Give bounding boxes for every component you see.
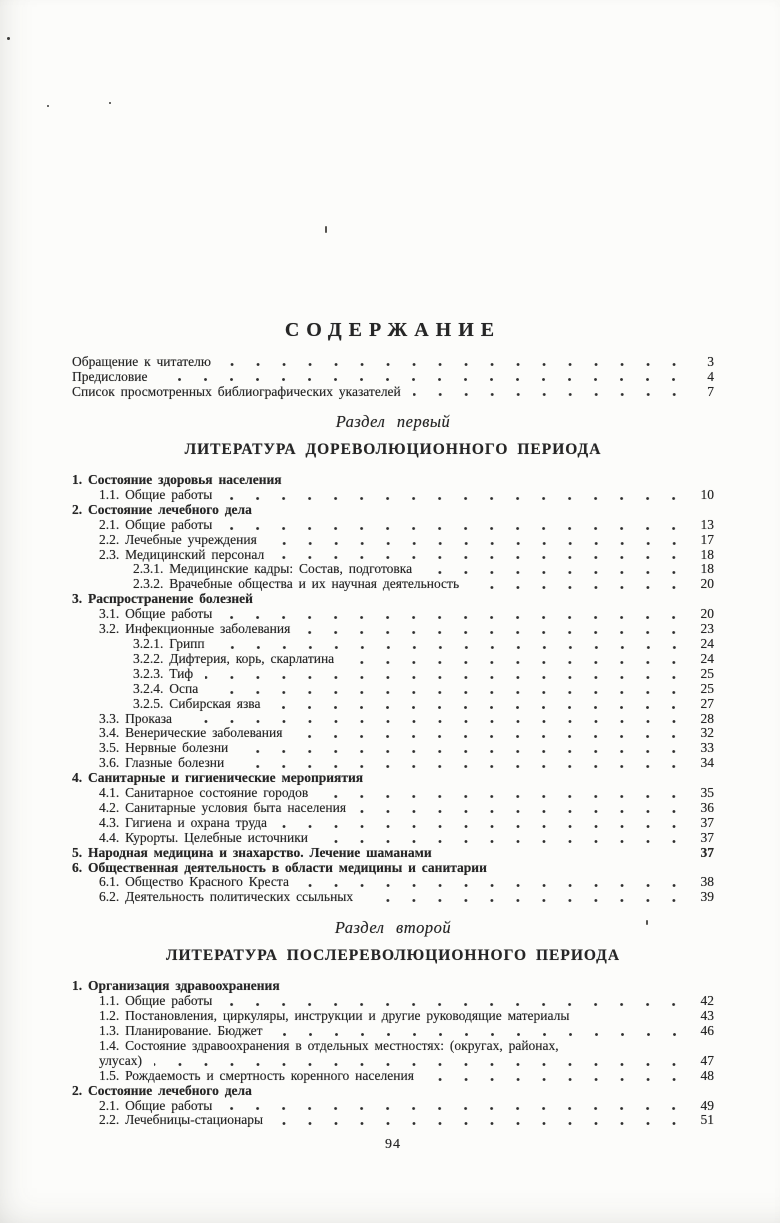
toc-entry-page: 7 <box>707 384 714 399</box>
toc-entry <box>133 577 714 592</box>
toc-entry-label: 1. Состояние здоровья населения <box>72 472 282 487</box>
toc-entry-label: Обращение к читателю <box>72 354 211 369</box>
toc-entry <box>72 592 714 607</box>
dot-leader <box>205 675 687 680</box>
toc-entry <box>133 562 714 577</box>
dot-leader <box>301 883 687 888</box>
toc-entry-page: 42 <box>700 993 714 1009</box>
toc-entry-label: 2.3.2. Врачебные общества и их научная деятельность <box>133 576 460 592</box>
dot-leader <box>224 526 687 531</box>
toc-entry-label: 4.1. Санитарное состояние городов <box>99 785 309 801</box>
toc-entry-label: 6.2. Деятельность политических ссыльных <box>99 889 354 905</box>
toc-entry <box>72 384 714 399</box>
toc-entry <box>99 890 714 905</box>
dot-leader <box>365 898 687 903</box>
dot-leader <box>224 1002 687 1007</box>
dot-leader <box>471 585 687 590</box>
dot-leader <box>154 1062 687 1067</box>
toc-entry <box>133 682 714 697</box>
toc-entry-page: 39 <box>700 889 714 905</box>
toc-entry-page: 13 <box>700 516 714 532</box>
toc-entry-label: 2.2. Лечебные учреждения <box>99 531 257 547</box>
toc-entry-label: 4.3. Гигиена и охрана труда <box>99 814 267 830</box>
toc-entry-label: 3.2.1. Грипп <box>133 635 205 651</box>
sections-container <box>72 412 714 1128</box>
dot-leader <box>413 392 687 397</box>
toc-entry-page: 24 <box>700 635 714 651</box>
toc-entry-page: 25 <box>700 665 714 681</box>
dot-leader <box>159 377 687 382</box>
toc-entry <box>99 1024 714 1039</box>
toc-entry-page: 23 <box>700 621 714 637</box>
toc-entry <box>99 831 714 846</box>
toc-entry-page: 18 <box>700 546 714 562</box>
toc-entry-page: 3 <box>707 354 714 369</box>
toc-entry-label: 1.1. Общие работы <box>99 486 213 502</box>
toc-entry-page: 18 <box>700 561 714 577</box>
toc-entry-label: 4. Санитарные и гигиенические мероприятия <box>72 770 364 786</box>
toc-entry-label: 3.2.3. Тиф <box>133 665 194 681</box>
toc-entry-page: 34 <box>700 755 714 771</box>
toc-entry-label: 3.3. Проказа <box>99 710 173 726</box>
dot-leader <box>276 555 687 560</box>
toc-entry-label: 3.4. Венерические заболевания <box>99 725 283 741</box>
toc-entry-label: 2.2. Лечебницы-стационары <box>99 1112 264 1128</box>
section-kicker: Раздел второй <box>334 918 452 938</box>
toc-entry <box>99 801 714 816</box>
dot-leader <box>223 362 687 367</box>
toc-entry <box>99 875 714 890</box>
toc-entry <box>99 1113 714 1128</box>
scan-speck <box>325 226 327 233</box>
toc-entry <box>72 771 714 786</box>
toc-entry <box>72 1084 714 1099</box>
toc-entry-label: 3.2.2. Дифтерия, корь, скарлатина <box>133 650 335 666</box>
toc-entry <box>99 741 714 756</box>
scan-speck <box>646 920 648 925</box>
dot-leader <box>224 496 687 501</box>
dot-leader <box>224 615 687 620</box>
toc-entry-label: 1.4. Состояние здравоохранения в отдельных местностях: (округах, районах, <box>99 1037 559 1053</box>
dot-leader <box>224 1106 687 1111</box>
toc-entry <box>99 518 714 533</box>
toc-entry-label: 1.5. Рождаемость и смертность коренного населения <box>99 1067 414 1083</box>
toc-entry <box>72 369 714 384</box>
toc-entry-page: 37 <box>700 814 714 830</box>
dot-leader <box>275 1032 688 1037</box>
toc-entry <box>99 712 714 727</box>
toc-entry-label: 2.3. Медицинский персонал <box>99 546 265 562</box>
toc-entry-label: 6.1. Общество Красного Креста <box>99 874 289 890</box>
toc-entry-label: 2.3.1. Медицинские кадры: Состав, подготовка <box>133 561 413 577</box>
scan-speck <box>109 102 111 104</box>
toc-entry <box>133 637 714 652</box>
toc-entry-label: 1.2. Постановления, циркуляры, инструкции и другие руководящие материалы <box>99 1008 570 1024</box>
toc-entry-page: 20 <box>700 606 714 622</box>
dot-leader <box>275 1121 687 1126</box>
toc-entry-page: 51 <box>700 1112 714 1128</box>
toc-entry-label: 4.2. Санитарные условия быта населения <box>99 799 347 815</box>
toc-entry <box>133 652 714 667</box>
toc-entry-label: 1.3. Планирование. Бюджет <box>99 1023 263 1038</box>
toc-entry-label: 3.5. Нервные болезни <box>99 740 229 756</box>
dot-leader <box>444 854 687 859</box>
toc-entry-label: улусах) <box>99 1052 143 1068</box>
toc-entry-label: 2. Состояние лечебного дела <box>72 501 252 517</box>
toc-entry-page: 4 <box>707 369 714 384</box>
toc-entry-page: 33 <box>700 740 714 756</box>
toc-entry-page: 35 <box>700 785 714 801</box>
page-number: 94 <box>385 1137 401 1153</box>
dot-leader <box>272 705 687 710</box>
dot-leader <box>346 660 687 665</box>
toc-entry <box>133 667 714 682</box>
section-heading: ЛИТЕРАТУРА ДОРЕВОЛЮЦИОННОГО ПЕРИОДА <box>184 441 602 458</box>
dot-leader <box>184 719 687 724</box>
section-entries <box>72 979 714 1128</box>
toc-entry <box>72 503 714 518</box>
toc-entry-page: 32 <box>700 725 714 741</box>
toc-entry-label: 3.2. Инфекционные заболевания <box>99 621 291 637</box>
toc-entry-label: 6. Общественная деятельность в области медицины и санитарии <box>72 859 487 875</box>
toc-entry-label: 3. Распространение болезней <box>72 591 253 607</box>
toc-entry <box>99 1039 714 1054</box>
toc-entry <box>99 726 714 741</box>
front-matter-list <box>72 354 714 399</box>
toc-entry <box>99 1099 714 1114</box>
toc-entry-page: 20 <box>700 576 714 592</box>
scan-speck <box>47 105 49 107</box>
toc-entry <box>99 816 714 831</box>
toc-entry <box>99 533 714 548</box>
toc-entry <box>99 1069 714 1084</box>
toc-entry-page: 36 <box>700 799 714 815</box>
dot-leader <box>320 839 687 844</box>
toc-entry <box>72 473 714 488</box>
dot-leader <box>279 824 687 829</box>
toc-entry-label: 3.2.4. Оспа <box>133 680 199 696</box>
toc-entry-label: Список просмотренных библиографических указателей <box>72 384 401 399</box>
dot-leader <box>320 794 687 799</box>
section-heading: ЛИТЕРАТУРА ПОСЛЕРЕВОЛЮЦИОННОГО ПЕРИОДА <box>165 947 621 965</box>
toc-entry-label: 2.1. Общие работы <box>99 516 213 532</box>
toc-entry-page: 28 <box>700 710 714 726</box>
page-title: СОДЕРЖАНИЕ <box>284 319 502 341</box>
toc-entry-label: 5. Народная медицина и знахарство. Лечение шаманами <box>72 844 432 860</box>
toc-entry-page: 37 <box>700 844 714 860</box>
toc-entry <box>99 488 714 503</box>
toc-entry-label: 3.1. Общие работы <box>99 606 213 622</box>
toc-entry <box>99 1054 714 1069</box>
dot-leader <box>426 1077 687 1082</box>
dot-leader <box>217 645 687 650</box>
toc-entry-label: 3.6. Глазные болезни <box>99 755 225 771</box>
toc-entry <box>99 1009 714 1024</box>
toc-entry-page: 38 <box>700 874 714 890</box>
toc-entry-label: Предисловие <box>72 369 148 384</box>
toc-entry-page: 48 <box>700 1067 714 1083</box>
dot-leader <box>210 690 687 695</box>
toc-entry <box>99 786 714 801</box>
dot-leader <box>269 541 687 546</box>
toc-entry-label: 4.4. Курорты. Целебные источники <box>99 829 309 845</box>
dot-leader <box>581 1017 687 1022</box>
toc-entry-page: 43 <box>700 1008 714 1024</box>
dot-leader <box>240 749 687 754</box>
toc-entry-label: 1. Организация здравоохранения <box>72 978 280 994</box>
dot-leader <box>358 809 687 814</box>
toc-entry-page: 27 <box>700 695 714 711</box>
scan-speck <box>7 37 10 40</box>
toc-entry-page: 46 <box>700 1023 714 1038</box>
toc-entry <box>72 354 714 369</box>
dot-leader <box>294 734 687 739</box>
toc-entry-page: 25 <box>700 680 714 696</box>
dot-leader <box>424 570 687 575</box>
toc-entry-page: 24 <box>700 650 714 666</box>
toc-entry-label: 2. Состояние лечебного дела <box>72 1082 252 1098</box>
toc-entry-page: 17 <box>700 531 714 547</box>
toc-entry <box>99 548 714 563</box>
section-kicker: Раздел первый <box>335 412 451 431</box>
toc-entry-label: 2.1. Общие работы <box>99 1097 213 1113</box>
toc-entry-label: 1.1. Общие работы <box>99 993 213 1009</box>
toc-entry-page: 10 <box>700 486 714 502</box>
toc-entry-page: 47 <box>700 1052 714 1068</box>
toc-entry-label: 3.2.5. Сибирская язва <box>133 695 261 711</box>
dot-leader <box>302 630 687 635</box>
toc-entry-page: 49 <box>700 1097 714 1113</box>
toc-entry <box>99 756 714 771</box>
toc-entry <box>72 846 714 861</box>
toc-entry-page: 37 <box>700 829 714 845</box>
toc-entry <box>99 994 714 1009</box>
toc-entry <box>99 622 714 637</box>
toc-entry <box>72 979 714 994</box>
toc-entry <box>133 697 714 712</box>
dot-leader <box>236 764 687 769</box>
toc-entry <box>99 607 714 622</box>
toc-entry <box>72 861 714 876</box>
section-entries <box>72 473 714 905</box>
